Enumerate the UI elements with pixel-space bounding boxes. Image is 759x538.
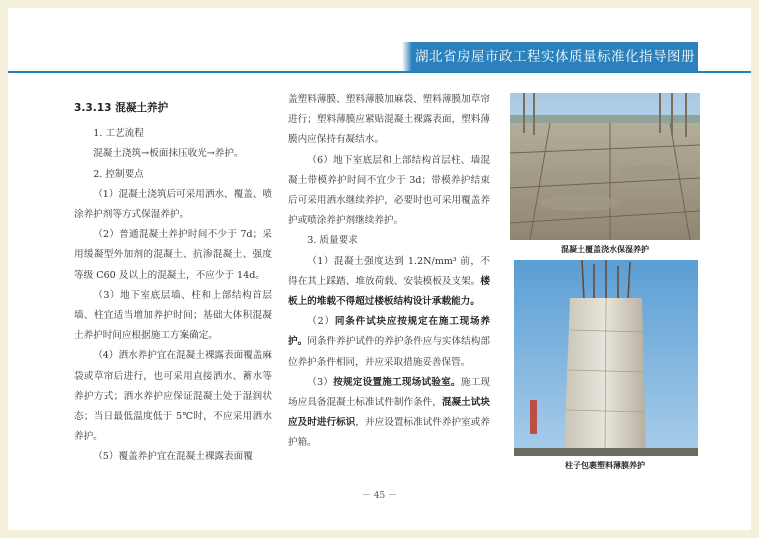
figure-caption-1: 混凝土覆盖浇水保湿养护 [561,245,649,254]
quality-req-1 [288,252,490,313]
photo-slab-curing [510,93,700,240]
text-column-left [74,98,272,468]
process-flow: 混凝土浇筑→板面抹压收光→养护。 [93,148,244,160]
figure-caption-2: 柱子包裹塑料薄膜养护 [565,461,645,470]
heading-quality: 3. 质量要求 [307,235,358,247]
quality-req-3-prefix: （3） [307,376,334,388]
control-point-2: （2）普通混凝土养护时间不少于 7d；采用缓凝型外加剂的混凝土、抗渗混凝土、强度等级 C60 及以上的混凝土，不应少于 14d。 [74,229,272,281]
quality-req-3-text-1: 施工现场应具备混凝土标准试件制作条件， [288,376,491,409]
photo-column-wrapping [514,260,698,456]
page [8,8,751,530]
control-point-1: （1）混凝土浇筑后可采用洒水、覆盖、喷涂养护剂等方式保湿养护。 [74,188,272,221]
page-number: － 45 － [361,491,398,501]
section-title: 3.3.13 混凝土养护 [74,102,169,114]
header-rule [8,71,751,73]
quality-req-3-bold-1: 按规定设置施工现场试验室。 [333,376,461,388]
heading-control: 2. 控制要点 [93,168,144,180]
header-title: 湖北省房屋市政工程实体质量标准化指导图册 [415,49,695,65]
quality-req-2-prefix: （2） [307,316,335,328]
control-point-4: （4）洒水养护宜在混凝土裸露表面覆盖麻袋或草帘后进行，也可采用直接洒水、蓄水等养护方式；洒水养护应保证混凝土处于湿润状态；当日最低温度低于 5℃时，不应采用洒水养护。 [74,350,272,443]
quality-req-1-text: （1）混凝土强度达到 1.2N/mm³ 前，不得在其上踩踏、堆放荷载、安装模板及支架。 [288,255,490,287]
control-point-5-cont: 盖塑料薄膜、塑料薄膜加麻袋、塑料薄膜加草帘进行；塑料薄膜应紧贴混凝土裸露表面，塑料薄膜内应保持有凝结水。 [288,94,490,146]
heading-process: 1. 工艺流程 [93,128,144,140]
quality-req-2-bold: 同条件试块应按规定在施工现场养护。 [288,316,491,348]
quality-req-2-text: 同条件养护试件的养护条件应与实体结构部位养护条件相同，并应采取措施妥善保管。 [288,336,491,368]
text-column-right [288,90,490,454]
quality-req-3-text-2: ，并应设置标准试件养护室或养护箱。 [288,417,491,449]
control-point-5: （5）覆盖养护宜在混凝土裸露表面覆 [93,451,253,463]
control-point-6: （6）地下室底层和上部结构首层柱、墙混凝土带模养护时间不宜少于 3d；带模养护结束后可采用洒水继续养护，必要时也可采用覆盖养护或喷涂养护剂继续养护。 [288,154,490,227]
quality-req-3-bold-2: 混凝土试块应及时进行标识 [288,397,491,429]
control-point-3: （3）地下室底层墙、柱和上部结构首层墙、柱宜适当增加养护时间；基础大体积混凝土养护时间应根据施工方案确定。 [74,289,272,342]
quality-req-1-bold: 楼板上的堆载不得超过楼板结构设计承载能力。 [288,275,490,308]
quality-req-2 [288,312,490,373]
header-banner [412,42,698,72]
quality-req-3 [288,373,490,454]
